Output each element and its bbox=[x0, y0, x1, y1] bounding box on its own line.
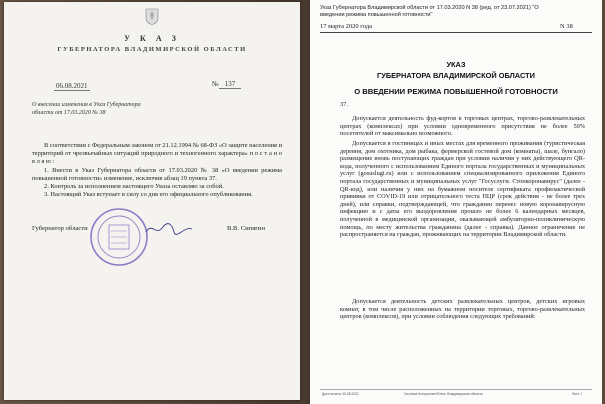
left-document-page bbox=[4, 2, 300, 400]
document-number bbox=[212, 80, 241, 88]
number-prefix: № bbox=[212, 80, 219, 88]
handwritten-signature bbox=[144, 220, 194, 238]
header-title: Указ Губернатора Владимирской области от 17.03.2020 N 38 (ред. от 23.07.2021) "О введении режима повышенной готовности" bbox=[320, 5, 539, 18]
document-title: У К А З bbox=[124, 34, 180, 43]
paragraph-1 bbox=[340, 115, 585, 138]
coat-of-arms-icon bbox=[145, 8, 159, 25]
footer-divider bbox=[320, 389, 592, 390]
document-subtitle: ГУБЕРНАТОРА ВЛАДИМИРСКОЙ ОБЛАСТИ bbox=[57, 46, 247, 53]
number-value: 137 bbox=[219, 80, 242, 89]
item-1: 1. Внести в Указ Губернатора области от 17.03.2020 № 38 «О введении режима повышенной готовности» изменение, исключив абзац 19 пункта 37. bbox=[32, 166, 282, 182]
decree-heading: О ВВЕДЕНИИ РЕЖИМА ПОВЫШЕННОЙ ГОТОВНОСТИ bbox=[354, 87, 558, 96]
footer-page: Лист 1 bbox=[572, 392, 582, 396]
official-seal-stamp bbox=[89, 207, 149, 267]
document-date: 06.08.2021 bbox=[56, 82, 88, 90]
document-subject: О внесении изменения в Указ Губернатора области от 17.03.2020 № 38 bbox=[32, 102, 141, 116]
signer-position: Губернатор области bbox=[32, 225, 88, 232]
section-number: 37. bbox=[340, 101, 348, 108]
header-number: N 38 bbox=[560, 23, 573, 30]
paragraph-1-text: Допускается деятельность фуд-кортов в торговых центрах, торгово-развлекательных центрах (комплексах) при условии одновременного присутствия не более 50% посетителей от максимально возможного. bbox=[340, 115, 585, 138]
item-2: 2. Контроль за исполнением настоящего Указа оставляю за собой. bbox=[44, 183, 224, 191]
header-divider bbox=[320, 32, 592, 33]
document-body bbox=[32, 142, 282, 199]
paragraph-2-text: Допускается в гостиницах и иных местах для временного проживания (туристическая деревня, дом охотника, дом рыбака, фермерской гостевой дом (комнаты), шале, бунгало) размещение вновь поступающих граждан при условии наличия у них действующего QR-кода, полученного с использованием Единого портала государственных и муниципальных услуг (gosuslugi.ru) или с использованием специализированного приложения Единого портала государственных и муниципальных услуг "Госуслуги. Стопкоронавирус" (далее - QR-код), или наличия у них на бумажном носителе сертификата профилактической прививки от COVID-19 или отрицательного теста ПЦР (срок действия - не более трех дней), или справки, подтверждающей, что гражданин перенес новую коронавирусную инфекцию и с даты его выздоровления прошло не более 6 календарных месяцев, полученной в медицинской организации, оказывающей амбулаторно-поликлиническую помощь, по месту жительства гражданина (далее - справка). Данное ограничение не распространяется на граждан, проживающих на территории Владимирской области. bbox=[340, 140, 585, 239]
paragraph-2 bbox=[340, 140, 585, 239]
preamble: В соответствии с Федеральным законом от 21.12.1994 № 68-ФЗ «О защите населения и территорий от чрезвычайных ситуаций природного и техногенного характера» п о с т а н о в л я ю : bbox=[32, 142, 282, 166]
paragraph-3-text: Допускается деятельность детских развлекательных центров, детских игровых комнат, в том числе расположенных на территории торговых, торгово-развлекательных центров (комплексов), при условии соблюдения следующих требований: bbox=[340, 298, 585, 321]
footer-print-date: Дата печати: 06.08.2021 bbox=[322, 392, 359, 396]
header-date: 17 марта 2020 года bbox=[320, 23, 373, 30]
signer-name: В.В. Сипягин bbox=[227, 225, 265, 232]
footer-source: Система КонсультантПлюс: Владимирская область bbox=[404, 392, 483, 396]
decree-title: УКАЗ bbox=[446, 60, 466, 69]
right-document-page bbox=[310, 0, 602, 404]
item-3: 3. Настоящий Указ вступает в силу со дня его официального опубликования. bbox=[44, 191, 253, 199]
decree-subtitle: ГУБЕРНАТОРА ВЛАДИМИРСКОЙ ОБЛАСТИ bbox=[377, 71, 535, 80]
paragraph-3 bbox=[340, 298, 585, 321]
